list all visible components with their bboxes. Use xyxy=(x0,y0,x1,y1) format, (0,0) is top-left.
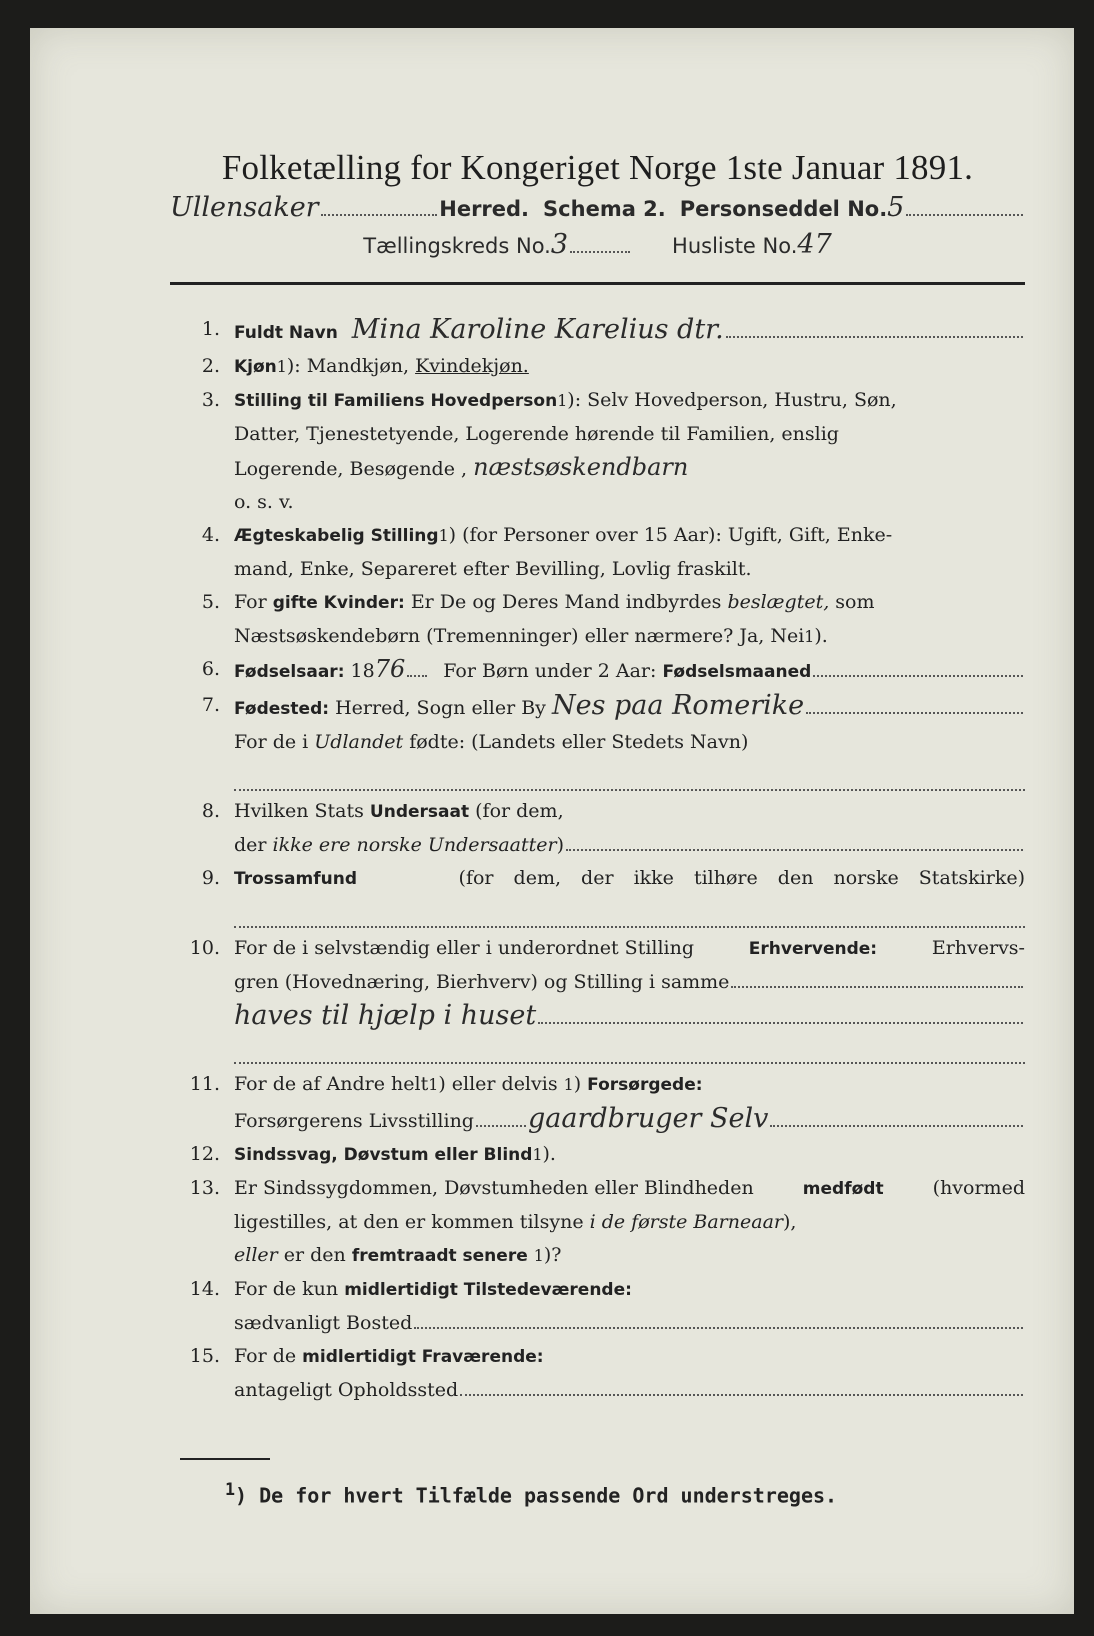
item-number: 6. xyxy=(201,658,220,680)
item-text: ) xyxy=(573,1073,582,1095)
item-label: Stilling til Familiens Hovedperson xyxy=(234,391,558,411)
family-position-value: næstsøskendbarn xyxy=(473,453,689,481)
personseddel-label: Personseddel No. xyxy=(679,197,888,221)
item-text: ). xyxy=(814,625,828,647)
dotted-line xyxy=(570,251,630,253)
kreds-label: Tællingskreds No. xyxy=(363,234,551,258)
item-text-italic: eller xyxy=(234,1244,278,1266)
full-name-value: Mina Karoline Karelius dtr. xyxy=(351,314,724,345)
item-label: medfødt xyxy=(802,1179,884,1199)
item-gender xyxy=(170,350,1025,384)
footnote-ref: 1 xyxy=(557,391,568,410)
item-text: Næstsøskendebørn (Tremenninger) eller nærmere? Ja, Nei xyxy=(234,625,805,647)
herred-value: Ullensaker xyxy=(170,192,319,223)
dotted-line xyxy=(407,675,427,677)
item-text: For xyxy=(234,591,267,613)
dotted-line xyxy=(460,1394,1023,1396)
item-text: For de i xyxy=(234,731,309,753)
item-text: o. s. v. xyxy=(234,491,294,513)
dotted-line xyxy=(321,214,438,216)
item-text: Datter, Tjenestetyende, Logerende hørende til Familien, enslig xyxy=(234,423,839,445)
herred-label: Herred. xyxy=(439,197,530,221)
item-text: (for dem, der ikke tilhøre den norske Statskirke) xyxy=(458,867,1025,889)
item-number: 12. xyxy=(189,1143,220,1165)
header-row-kreds xyxy=(170,229,1025,260)
blank-line xyxy=(234,759,1025,791)
item-text: For de i selvstændig eller i underordnet Stilling xyxy=(234,937,695,959)
item-label: Ægteskabelig Stilling xyxy=(234,526,439,546)
footnote-ref: 1 xyxy=(225,1480,236,1499)
dotted-line xyxy=(770,1125,1023,1127)
footnote-ref: 1 xyxy=(804,627,815,646)
birth-year-prefix: 18 xyxy=(350,660,375,682)
item-number: 11. xyxy=(189,1073,220,1095)
footnote-ref: 1 xyxy=(563,1075,574,1094)
item-label: Fødselsmaaned xyxy=(662,662,812,682)
footnote-ref: 1 xyxy=(276,357,287,376)
item-text: Hvilken Stats xyxy=(234,800,364,822)
item-temporary-present xyxy=(170,1273,1025,1340)
item-text: ), xyxy=(783,1211,797,1233)
census-form-page xyxy=(30,28,1074,1614)
item-text: fødte: (Landets eller Stedets Navn) xyxy=(409,731,749,753)
item-number: 7. xyxy=(201,694,220,716)
item-text: sædvanligt Bosted xyxy=(234,1312,413,1334)
footnote-text: ) De for hvert Tilfælde passende Ord understreges. xyxy=(235,1483,838,1508)
dotted-line xyxy=(726,336,1023,338)
dotted-line xyxy=(566,849,1023,851)
item-label: Forsørgede: xyxy=(587,1075,703,1095)
census-form xyxy=(170,148,1025,1407)
item-text: For Børn under 2 Aar: xyxy=(443,660,657,682)
dotted-line xyxy=(731,986,1023,988)
item-number: 15. xyxy=(189,1345,220,1367)
supporter-occupation-value: gaardbruger Selv xyxy=(527,1103,769,1134)
birth-year-value: 76 xyxy=(374,655,406,683)
item-number: 5. xyxy=(201,591,220,613)
item-number: 8. xyxy=(201,800,220,822)
schema-label: Schema 2. xyxy=(543,197,666,221)
dotted-line xyxy=(476,1125,526,1127)
item-label: Trossamfund xyxy=(234,869,357,889)
item-text: Herred, Sogn eller By xyxy=(335,697,546,719)
footnote-ref: 1 xyxy=(532,1145,543,1164)
item-number: 9. xyxy=(201,867,220,889)
blank-line xyxy=(234,1032,1025,1064)
item-text: mand, Enke, Separeret efter Bevilling, Lovlig fraskilt. xyxy=(234,558,752,580)
item-birthplace xyxy=(170,689,1025,795)
item-text-italic: i de første Barneaar xyxy=(589,1211,783,1233)
item-label: Kjøn xyxy=(234,357,277,377)
item-text: der xyxy=(234,834,267,856)
item-number: 1. xyxy=(201,318,220,340)
item-label: Sindssvag, Døvstum eller Blind xyxy=(234,1145,533,1165)
item-label: Erhvervende: xyxy=(748,939,878,959)
item-text: som xyxy=(835,591,875,613)
item-text: antageligt Opholdssted xyxy=(234,1379,459,1401)
item-text: ): Selv Hovedperson, Hustru, Søn, xyxy=(567,389,897,411)
item-married-women xyxy=(170,586,1025,653)
item-text: Forsørgerens Livsstilling xyxy=(234,1110,474,1132)
item-number: 14. xyxy=(189,1278,220,1300)
item-label: midlertidigt Tilstedeværende: xyxy=(344,1280,632,1300)
item-religion xyxy=(170,862,1025,932)
header-rule xyxy=(170,282,1025,285)
dotted-line xyxy=(906,214,1023,216)
item-occupation xyxy=(170,932,1025,1068)
item-text: ): Mandkjøn, xyxy=(286,355,410,377)
item-text: For de xyxy=(234,1345,297,1367)
item-temporary-absent xyxy=(170,1340,1025,1407)
item-text: (for dem, xyxy=(475,800,564,822)
item-family-position xyxy=(170,384,1025,519)
personseddel-value: 5 xyxy=(887,192,905,223)
blank-line xyxy=(234,896,1025,928)
item-text: Logerende, Besøgende , xyxy=(234,458,468,480)
dotted-line xyxy=(414,1327,1023,1329)
item-number: 3. xyxy=(201,389,220,411)
item-text: ) xyxy=(556,834,565,856)
item-number: 13. xyxy=(189,1177,220,1199)
footnote-rule xyxy=(180,1458,270,1460)
footnote-ref: 1 xyxy=(428,1075,439,1094)
item-text-italic: beslægtet, xyxy=(727,591,830,613)
item-number: 4. xyxy=(201,524,220,546)
item-marital-status xyxy=(170,519,1025,586)
footnote-ref: 1 xyxy=(438,526,449,545)
gender-value-underlined: Kvindekjøn. xyxy=(415,355,529,377)
item-text: ligestilles, at den er kommen tilsyne xyxy=(234,1211,584,1233)
item-disability xyxy=(170,1138,1025,1172)
item-text: Er De og Deres Mand indbyrdes xyxy=(410,591,722,613)
item-birth-year xyxy=(170,653,1025,689)
item-text: Erhvervs- xyxy=(931,937,1025,959)
item-text: ) (for Personer over 15 Aar): Ugift, Gift, Enke- xyxy=(448,524,893,546)
item-label: Fødselsaar: xyxy=(234,662,345,682)
item-label: Fødested: xyxy=(234,699,330,719)
item-full-name xyxy=(170,313,1025,350)
dotted-line xyxy=(806,712,1023,714)
item-text: ). xyxy=(542,1143,556,1165)
item-number: 2. xyxy=(201,355,220,377)
item-text: gren (Hovednæring, Bierhverv) og Stilling i samme xyxy=(234,971,730,993)
item-text-italic: Udlandet xyxy=(314,731,404,753)
item-citizenship xyxy=(170,795,1025,862)
item-label: gifte Kvinder: xyxy=(272,593,405,613)
item-text: For de af Andre helt xyxy=(234,1073,429,1095)
item-label: Fuldt Navn xyxy=(234,323,338,343)
footnote-ref: 1 xyxy=(533,1246,544,1265)
footnote xyxy=(225,1480,837,1508)
item-label: Undersaat xyxy=(369,802,470,822)
item-text: For de kun xyxy=(234,1278,339,1300)
header-row-herred xyxy=(170,192,1025,223)
form-title: Folketælling for Kongeriget Norge 1ste Januar 1891. xyxy=(221,148,974,187)
occupation-value: haves til hjælp i huset xyxy=(234,1000,537,1031)
kreds-value: 3 xyxy=(550,229,569,260)
item-text: (hvormed xyxy=(932,1177,1025,1199)
item-number: 10. xyxy=(189,937,220,959)
item-congenital xyxy=(170,1172,1025,1273)
item-text: )? xyxy=(543,1244,562,1266)
dotted-line xyxy=(813,675,1023,677)
item-text: er den xyxy=(283,1244,346,1266)
birthplace-value: Nes paa Romerike xyxy=(551,690,805,721)
item-text-italic: ikke ere norske Undersaatter xyxy=(272,834,557,856)
husliste-label: Husliste No. xyxy=(672,234,798,258)
item-text: ) eller delvis xyxy=(438,1073,558,1095)
husliste-value: 47 xyxy=(797,229,832,260)
item-supported xyxy=(170,1068,1025,1138)
dotted-line xyxy=(538,1022,1023,1024)
item-label: midlertidigt Fraværende: xyxy=(302,1347,544,1367)
item-label: fremtraadt senere xyxy=(351,1246,528,1266)
item-text: Er Sindssygdommen, Døvstumheden eller Blindheden xyxy=(234,1177,754,1199)
